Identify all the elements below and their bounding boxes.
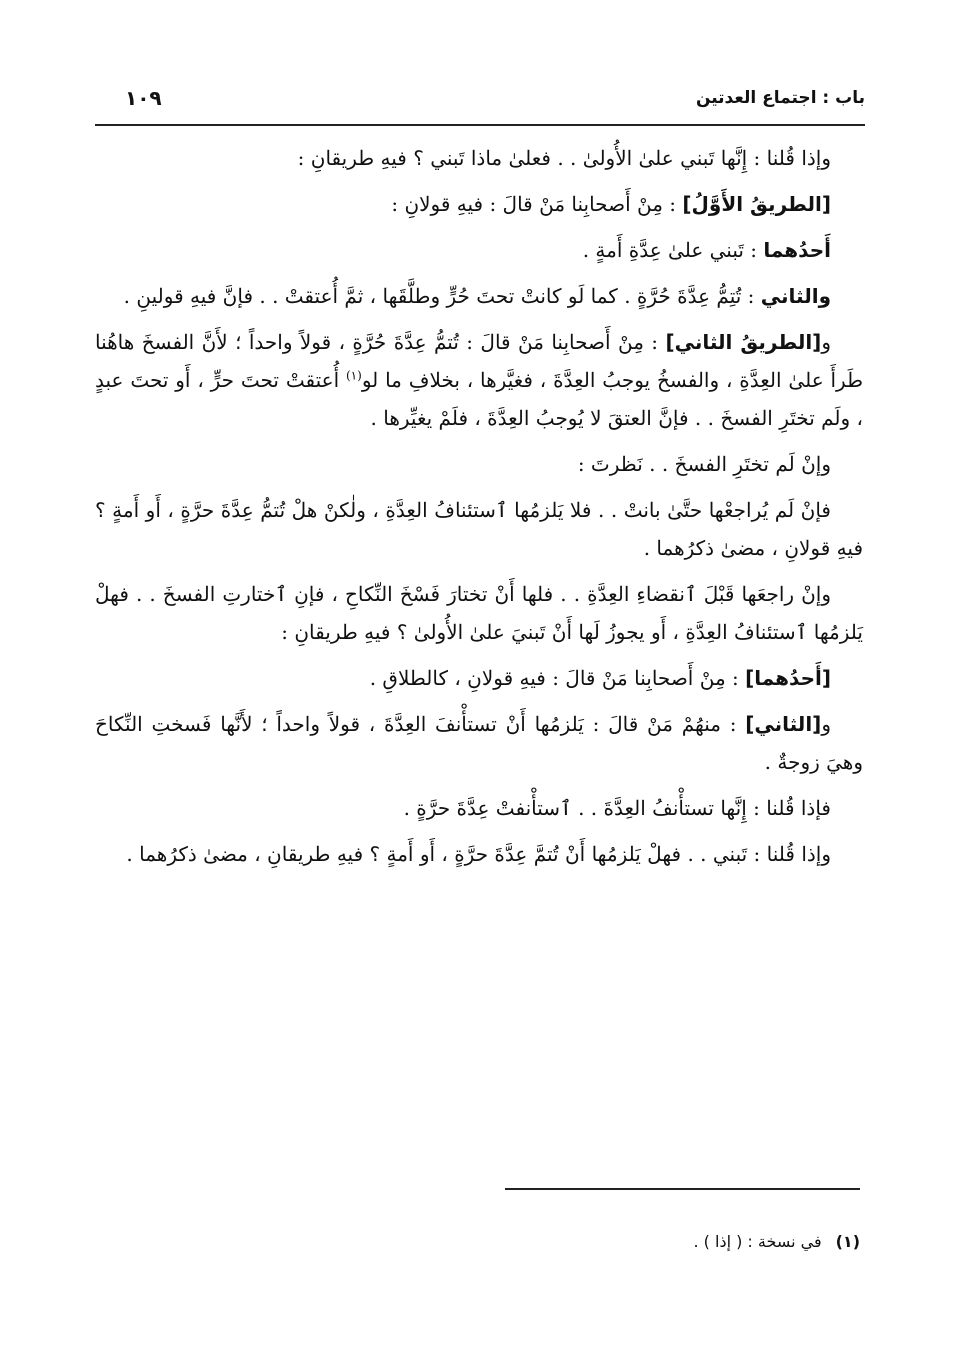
paragraph: [95, 139, 863, 177]
text-run: وإنْ راجعَها قَبْلَ ٱنقضاءِ العِدَّةِ . . فلها أَنْ تختارَ فَسْخَ النِّكاحِ ، فإنِ ٱختارتِ الفسخَ . . فهلْ يَلزمُها ٱستئنافُ العِدَّةِ ، أَو يجوزُ لَها أَنْ تَبنيَ علىٰ الأُولىٰ ؟ فيهِ طريقانِ :: [95, 582, 863, 644]
paragraph: [95, 277, 863, 315]
footnote-marker: (١): [345, 368, 362, 383]
footnote-divider: [505, 1188, 860, 1190]
bold-heading: [أَحدُهما]: [745, 666, 831, 690]
bold-heading: [الطريقُ الثاني]: [665, 330, 822, 354]
paragraph: [95, 835, 863, 873]
footnote-number: (١): [835, 1232, 860, 1251]
paragraph: [95, 491, 863, 567]
paragraph: [95, 575, 863, 651]
paragraph: [95, 231, 863, 269]
text-run: فإنْ لَم يُراجعْها حتَّىٰ بانتْ . . فلا يَلزمُها ٱستئنافُ العِدَّةِ ، ولٰكنْ هلْ تُتمُّ عِدَّةَ حرَّةٍ ، أَو أَمةٍ ؟ فيهِ قولانِ ، مضىٰ ذكرُهما .: [95, 498, 863, 560]
paragraph: [95, 705, 863, 781]
paragraph: [95, 323, 863, 437]
text-run: أُعتقتْ تحتَ حرٍّ ، أَو تحتَ عبدٍ ، ولَم تختَرِ الفسخَ . . فإنَّ العتقَ لا يُوجبُ العِدَّةَ ، فلَمْ يغيِّرها .: [95, 368, 863, 430]
text-run: وإذا قُلنا : تَبني . . فهلْ يَلزمُها أَنْ تُتمَّ عِدَّةَ حرَّةٍ ، أَو أَمةٍ ؟ فيهِ طريقانِ ، مضىٰ ذكرُهما .: [126, 842, 831, 866]
text-run: و: [821, 712, 831, 736]
text-run: و: [821, 330, 831, 354]
bold-heading: [الثاني]: [745, 712, 822, 736]
footnote-text: في نسخة : ( إذا ) .: [693, 1232, 822, 1251]
header-divider: [95, 124, 865, 126]
text-run: فإذا قُلنا : إِنَّها تستأْنفُ العِدَّةَ . . ٱستأْنفتْ عِدَّةَ حرَّةٍ .: [403, 796, 831, 820]
footnote: [95, 1230, 860, 1254]
text-run: : تَبني علىٰ عِدَّةِ أَمةٍ .: [582, 238, 764, 262]
page-number: ١٠٩: [125, 86, 162, 110]
body-text: [95, 139, 863, 881]
paragraph: [95, 185, 863, 223]
text-run: : مِنْ أَصحابِنا مَنْ قالَ : تُتمُّ عِدَّةَ حُرَّةٍ ، قولاً واحداً ؛ لأَنَّ الفسخَ هاهُنا طَرأَ علىٰ العِدَّةِ ، والفسخُ يوجبُ العِدَّةَ ، فغيَّرها ، بخلافِ ما لو: [95, 330, 863, 392]
paragraph: [95, 445, 863, 483]
text-run: وإذا قُلنا : إِنَّها تَبني علىٰ الأُولىٰ . . فعلىٰ ماذا تَبني ؟ فيهِ طريقانِ :: [297, 146, 831, 170]
bold-heading: أَحدُهما: [763, 238, 831, 262]
chapter-title: باب : اجتماع العدتين: [695, 88, 865, 108]
text-run: : منهُمْ مَنْ قالَ : يَلزمُها أَنْ تستأْنفَ العِدَّةَ ، قولاً واحداً ؛ لأَنَّها فَسختِ النِّكاحَ وهيَ زوجةٌ .: [95, 712, 863, 774]
running-header: [95, 82, 865, 118]
bold-heading: [الطريقُ الأَوَّلُ]: [682, 192, 831, 216]
paragraph: [95, 659, 863, 697]
text-run: : تُتِمُّ عِدَّةَ حُرَّةٍ . كما لَو كانتْ تحتَ حُرٍّ وطلَّقَها ، ثمَّ أُعتقتْ . . فإنَّ فيهِ قولينِ .: [123, 284, 761, 308]
paragraph: [95, 789, 863, 827]
bold-heading: والثاني: [760, 284, 831, 308]
text-run: وإنْ لَم تختَرِ الفسخَ . . نَظرتَ :: [577, 452, 831, 476]
text-run: : مِنْ أَصحابِنا مَنْ قالَ : فيهِ قولانِ ، كالطلاقِ .: [369, 666, 746, 690]
text-run: : مِنْ أَصحابِنا مَنْ قالَ : فيهِ قولانِ :: [391, 192, 683, 216]
